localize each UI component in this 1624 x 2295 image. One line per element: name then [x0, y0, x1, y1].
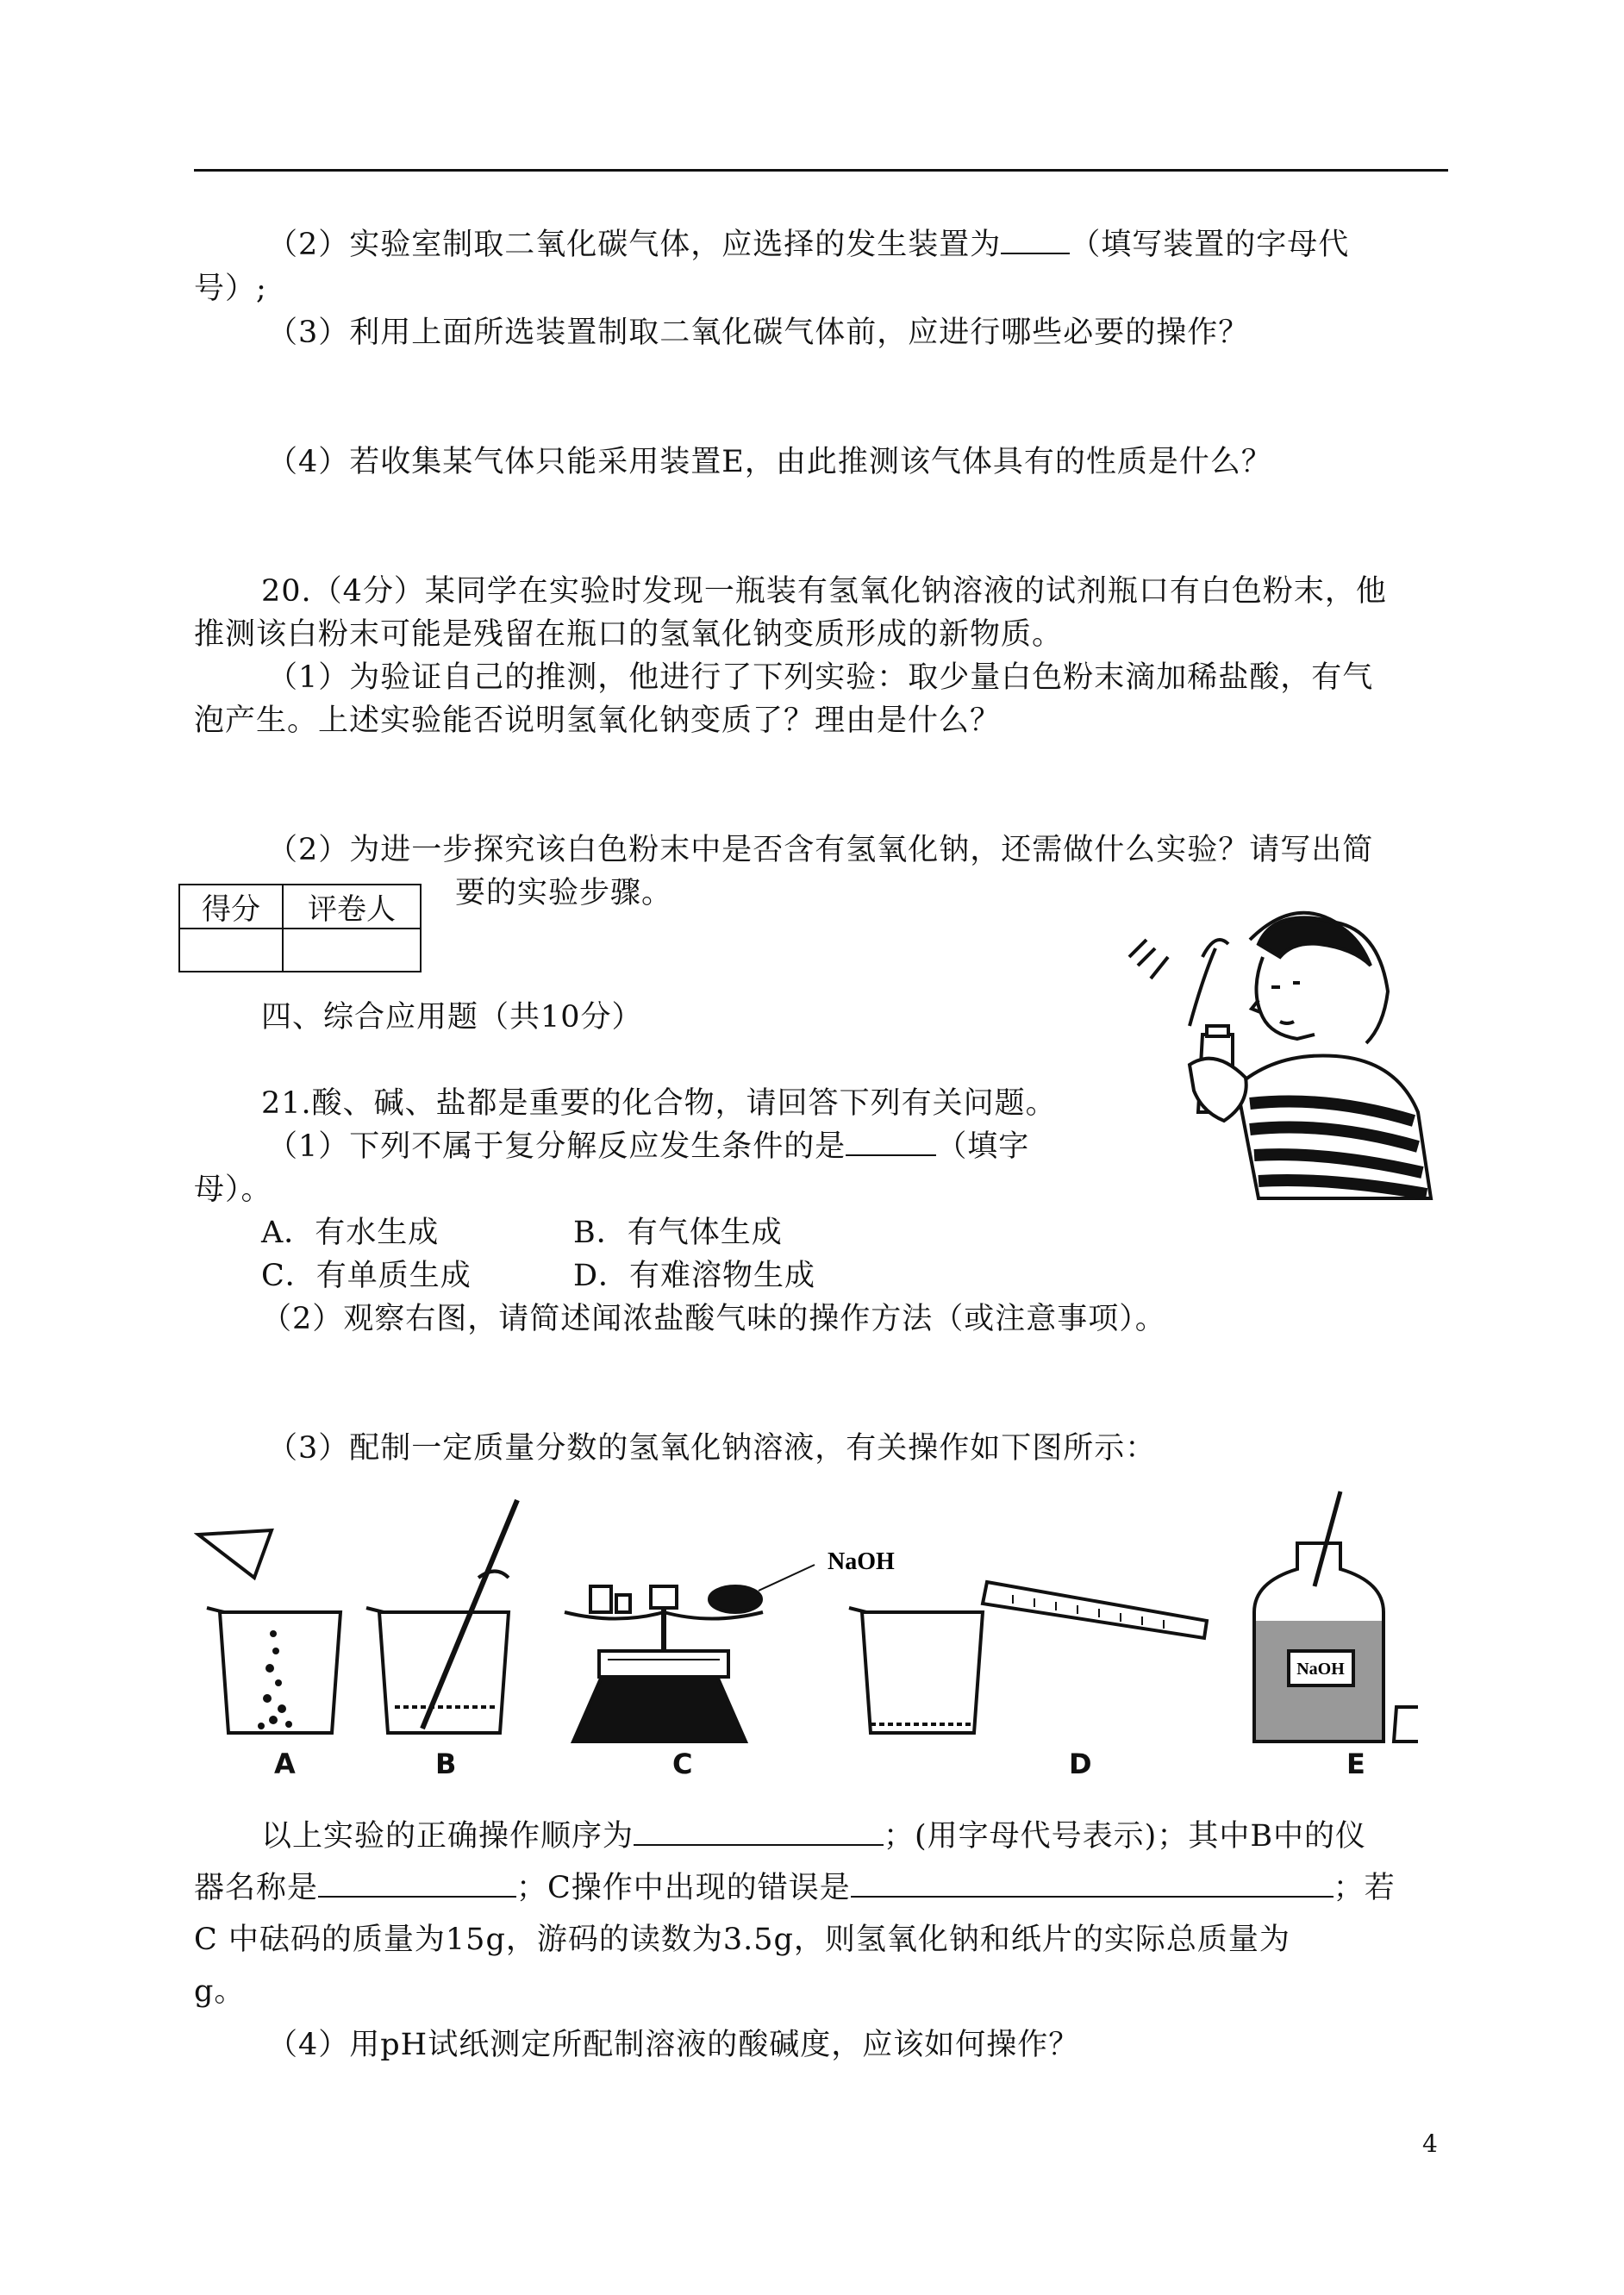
- grader-cell[interactable]: [283, 929, 421, 972]
- text-mid: ；C操作中出现的错误是: [516, 1871, 851, 1905]
- answer-blank: [1001, 227, 1070, 254]
- q20-2-line1: （2）为进一步探究该白色粉末中是否含有氢氧化钠，还需做什么实验？请写出简: [267, 833, 1374, 867]
- q20-2-line2: 要的实验步骤。: [455, 876, 673, 910]
- score-cell[interactable]: [179, 929, 283, 972]
- figure-label-c: C: [672, 1748, 693, 1780]
- q21-3-answer-line4: g。: [194, 1974, 246, 2009]
- q21-3-answer-line3: C 中砝码的质量为15g，游码的读数为3.5g，则氢氧化钠和纸片的实际总质量为: [194, 1923, 1290, 1957]
- page-number: 4: [1422, 2129, 1438, 2158]
- bottle-stopper: [1394, 1707, 1418, 1742]
- figure-label-e: E: [1346, 1748, 1365, 1780]
- q21-1-text-tail: （填字: [936, 1129, 1030, 1164]
- option-d: D．有难溶物生成: [573, 1259, 816, 1293]
- beaker-d: [862, 1612, 983, 1733]
- q19-4: （4）若收集某气体只能采用装置E，由此推测该气体具有的性质是什么？: [267, 445, 1272, 479]
- text-tail: ；若: [1333, 1871, 1396, 1905]
- q19-2-text: （2）实验室制取二氧化碳气体，应选择的发生装置为: [267, 228, 1002, 262]
- beaker-a: [220, 1612, 340, 1733]
- q21-4: （4）用pH试纸测定所配制溶液的酸碱度，应该如何操作？: [267, 2028, 1080, 2062]
- q20-stem-2: 推测该白粉末可能是残留在瓶口的氢氧化钠变质形成的新物质。: [194, 617, 1064, 652]
- header-rule: [194, 169, 1448, 172]
- q21-3: （3）配制一定质量分数的氢氧化钠溶液，有关操作如下图所示：: [267, 1431, 1157, 1466]
- bottle-label: NaOH: [1296, 1660, 1345, 1679]
- q21-stem: 21.酸、碱、盐都是重要的化合物，请回答下列有关问题。: [261, 1086, 1057, 1121]
- answer-blank: [846, 1129, 936, 1156]
- q19-3: （3）利用上面所选装置制取二氧化碳气体前，应进行哪些必要的操作？: [267, 316, 1250, 350]
- text: 器名称是: [194, 1871, 319, 1905]
- boy-smelling-illustration: [1121, 897, 1448, 1207]
- q20-stem-1: 20.（4分）某同学在实验时发现一瓶装有氢氧化钠溶液的试剂瓶口有白色粉末，他: [261, 574, 1387, 609]
- q21-1-text: （1）下列不属于复分解反应发生条件的是: [267, 1129, 846, 1164]
- figure-label-b: B: [435, 1748, 457, 1780]
- figure-label-d: D: [1069, 1748, 1092, 1780]
- paper-sheet: [198, 1530, 272, 1578]
- naoh-tag: NaOH: [828, 1548, 895, 1575]
- answer-blank: [634, 1818, 884, 1846]
- option-c: C．有单质生成: [261, 1259, 472, 1293]
- q20-1-line1: （1）为验证自己的推测，他进行了下列实验：取少量白色粉末滴加稀盐酸，有气: [267, 660, 1374, 695]
- experiment-figure: [194, 1483, 1418, 1793]
- option-b: B．有气体生成: [573, 1216, 783, 1250]
- q21-1-line: [267, 1128, 1029, 1166]
- graduated-cylinder: [983, 1582, 1207, 1638]
- option-a: A．有水生成: [261, 1216, 440, 1250]
- answer-blank: [318, 1870, 516, 1898]
- q21-1-continued: 母）。: [194, 1173, 272, 1207]
- q19-2-continued: 号）;: [194, 272, 267, 306]
- answer-blank: [851, 1870, 1334, 1898]
- score-header: 得分: [179, 885, 283, 929]
- section-4-heading: 四、综合应用题（共10分）: [261, 1000, 643, 1035]
- q20-1-line2: 泡产生。上述实验能否说明氢氧化钠变质了？理由是什么？: [194, 704, 1002, 738]
- text: 以上实验的正确操作顺序为: [261, 1819, 634, 1854]
- q21-3-answer-line2: [194, 1869, 1396, 1907]
- text-tail: ；(用字母代号表示)；其中B中的仪: [884, 1819, 1367, 1854]
- q19-2-line: [267, 226, 1349, 264]
- q19-2-text-tail: （填写装置的字母代: [1070, 228, 1350, 262]
- score-table: [178, 884, 422, 972]
- q21-3-answer-line1: [261, 1817, 1366, 1855]
- balance-base: [573, 1673, 746, 1742]
- q21-2: （2）观察右图，请简述闻浓盐酸气味的操作方法（或注意事项）。: [261, 1302, 1166, 1336]
- figure-label-a: A: [274, 1748, 296, 1780]
- grader-header: 评卷人: [283, 885, 421, 929]
